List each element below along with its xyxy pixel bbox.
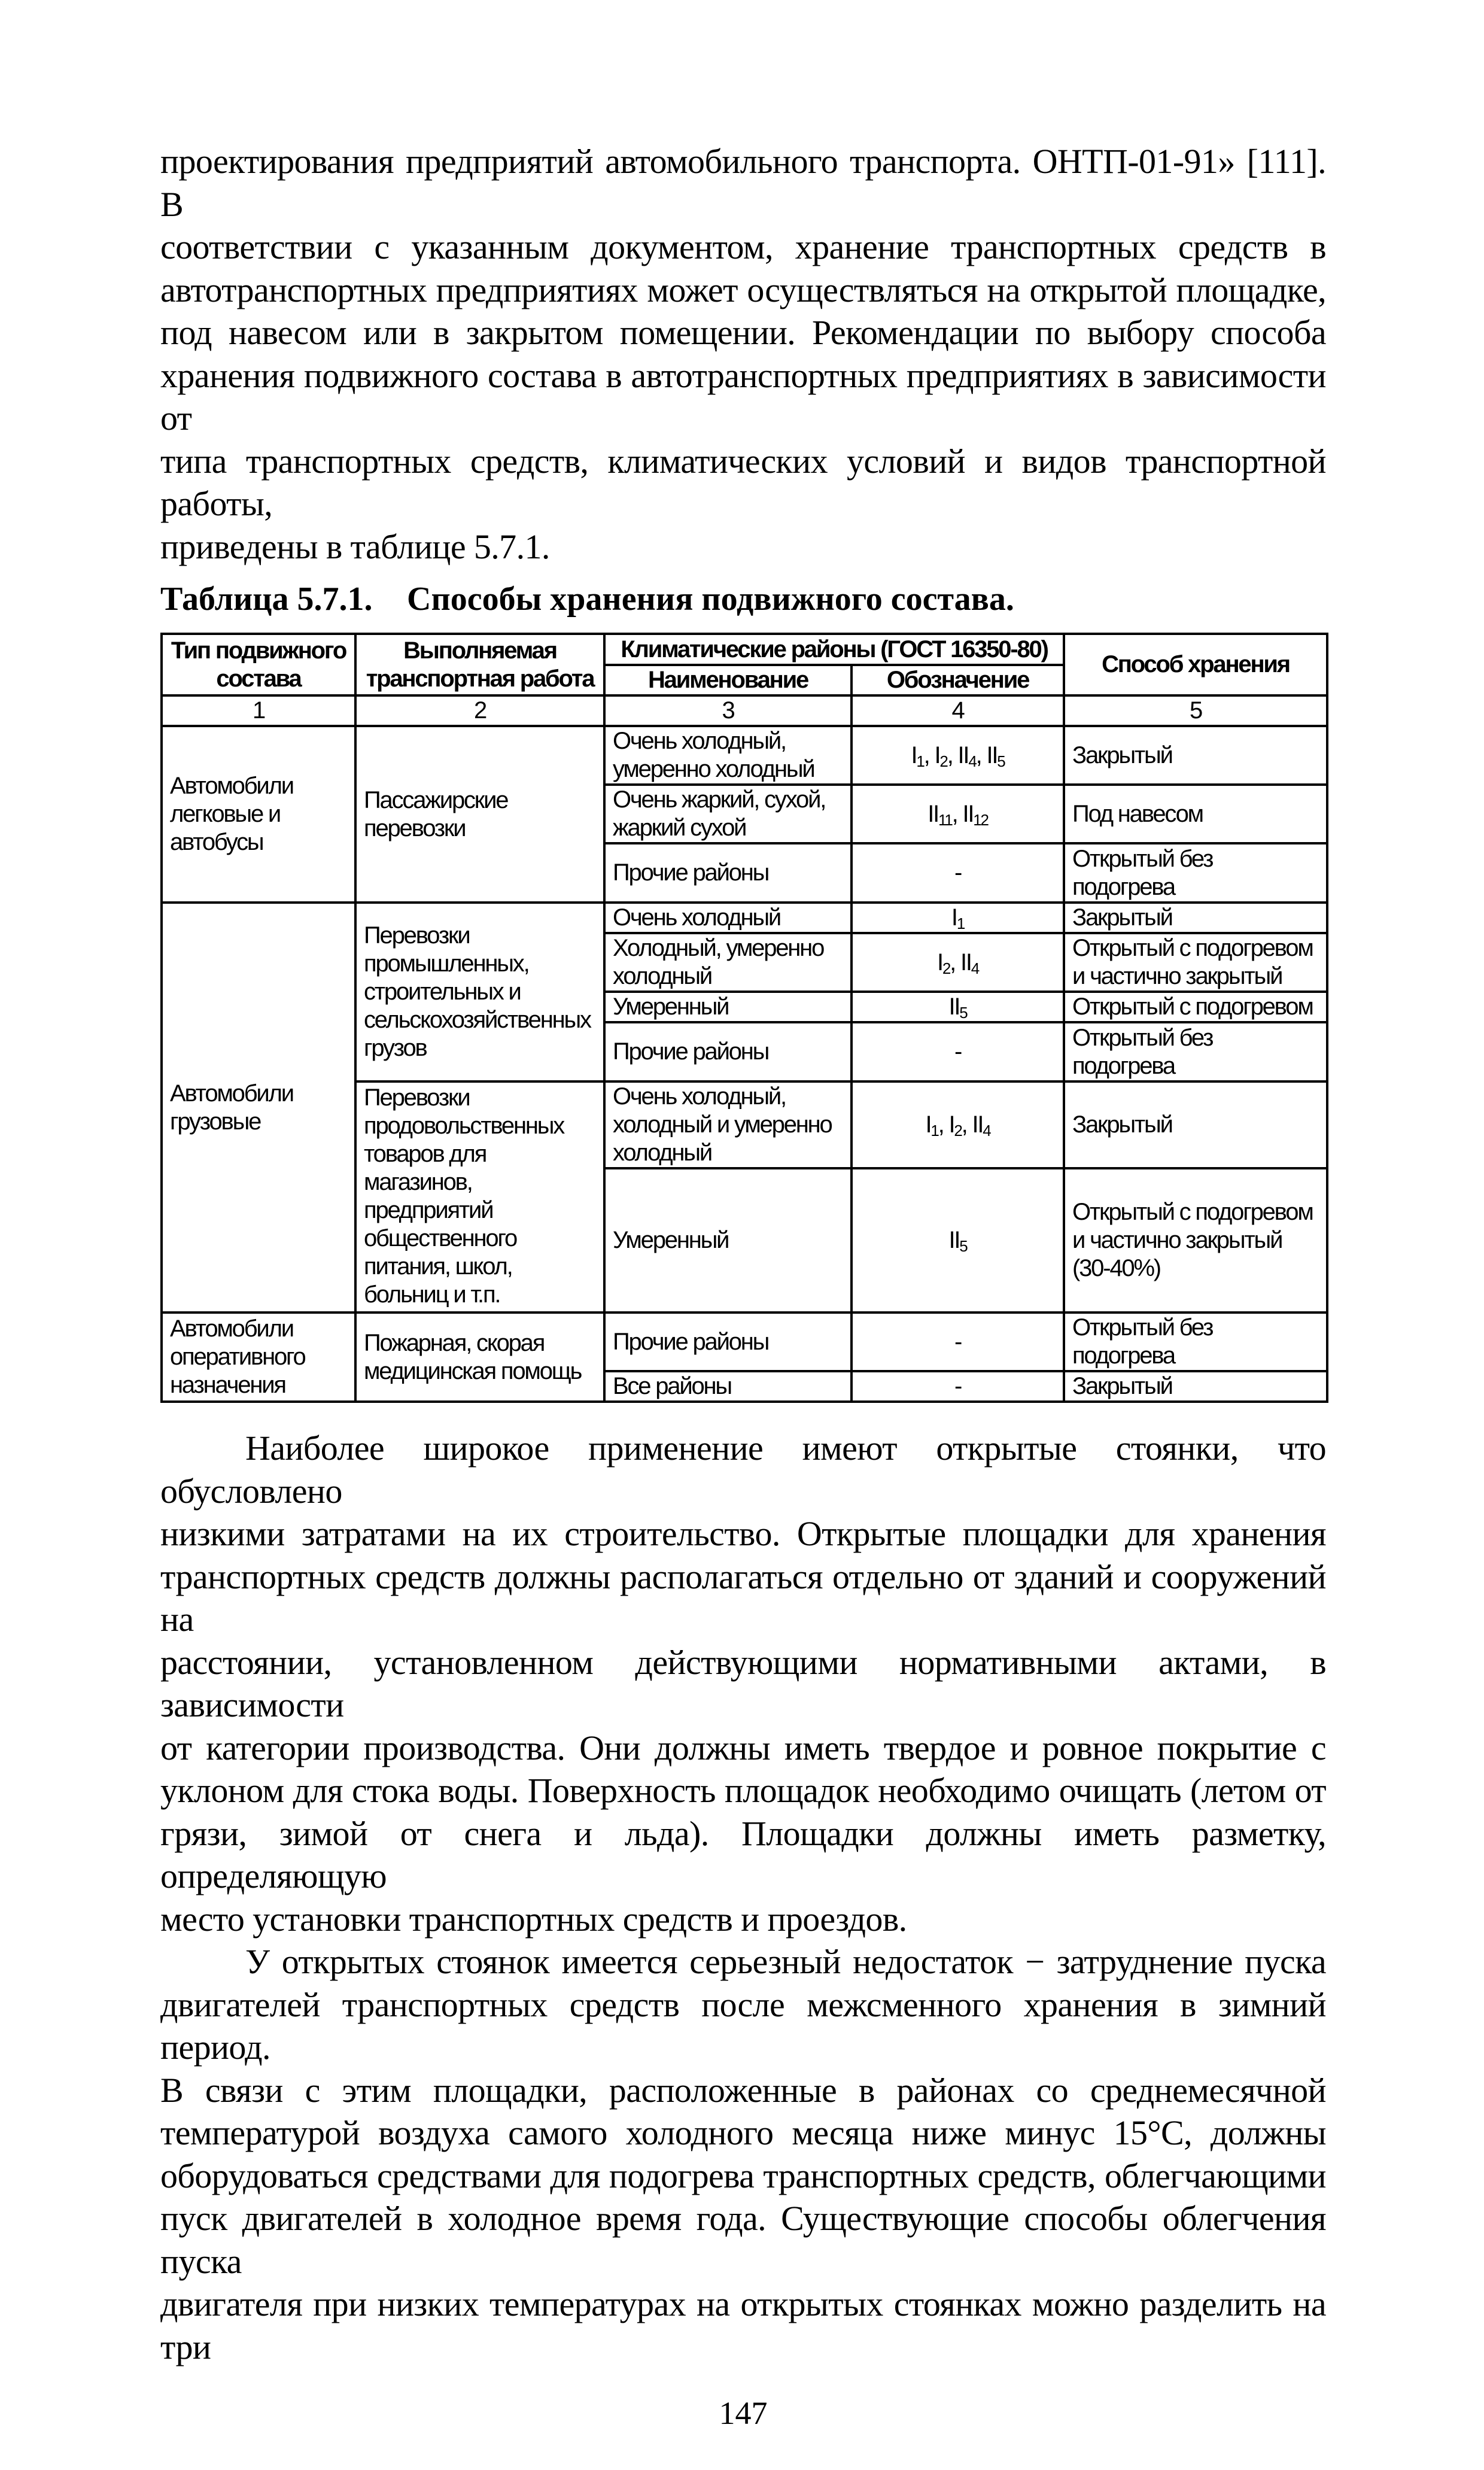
column-number: 3 bbox=[604, 695, 852, 726]
region-code-cell: $II_{11}$, $II_{12}$ bbox=[852, 785, 1064, 843]
storage-method-cell: Под навесом bbox=[1064, 785, 1327, 843]
storage-method-cell: Открытый с подогревом и частично закрытый bbox=[1064, 933, 1327, 992]
storage-method-cell: Закрытый bbox=[1064, 726, 1327, 785]
paragraph-intro bbox=[160, 140, 1326, 568]
region-code-cell: $I_1$ bbox=[852, 903, 1064, 933]
table-title: Способы хранения подвижного состава. bbox=[407, 581, 1014, 618]
region-name-cell: Очень холодный, холодный и умеренно холодный bbox=[604, 1081, 852, 1168]
transport-work-cell: Пожарная, скорая медицинская помощь bbox=[355, 1313, 604, 1402]
table-row bbox=[162, 903, 1327, 933]
table-row bbox=[162, 726, 1327, 785]
table-row bbox=[162, 1313, 1327, 1371]
header-vehicle-type: Тип подвижного состава bbox=[162, 634, 355, 695]
region-code-cell: - bbox=[852, 843, 1064, 903]
page-number: 147 bbox=[719, 2395, 768, 2431]
text-line: от категории производства. Они должны иметь твердое и ровное покрытие с bbox=[160, 1728, 1326, 1767]
region-code-cell: $II_5$ bbox=[852, 992, 1064, 1022]
paragraph-open-parking-drawback bbox=[160, 1940, 1326, 2368]
text-line: под навесом или в закрытом помещении. Рекомендации по выбору способа bbox=[160, 313, 1326, 352]
transport-work-cell: Пассажирские перевозки bbox=[355, 726, 604, 903]
text-line: место установки транспортных средств и проездов. bbox=[160, 1899, 907, 1939]
text-line: двигателей транспортных средств после межсменного хранения в зимний период. bbox=[160, 1985, 1326, 2067]
vehicle-type-cell: Автомобили оперативного назначения bbox=[162, 1313, 355, 1402]
text-line: У открытых стоянок имеется серьезный недостаток − затруднение пуска bbox=[245, 1942, 1326, 1981]
region-code-cell: - bbox=[852, 1022, 1064, 1081]
text-line: приведены в таблице 5.7.1. bbox=[160, 527, 550, 566]
text-line: расстоянии, установленном действующими нормативными актами, в зависимости bbox=[160, 1642, 1326, 1724]
storage-method-cell: Открытый без подогрева bbox=[1064, 843, 1327, 903]
column-number: 1 bbox=[162, 695, 355, 726]
text-line: проектирования предприятий автомобильного транспорта. ОНТП-01-91» [111]. В bbox=[160, 142, 1326, 224]
text-line: уклоном для стока воды. Поверхность площадок необходимо очищать (летом от bbox=[160, 1771, 1326, 1810]
storage-method-cell: Открытый без подогрева bbox=[1064, 1022, 1327, 1081]
region-code-cell: $I_1$, $I_2$, $II_4$ bbox=[852, 1081, 1064, 1168]
vehicle-type-cell: Автомобили грузовые bbox=[162, 903, 355, 1313]
text-line: пуск двигателей в холодное время года. Существующие способы облегчения пуска bbox=[160, 2199, 1326, 2281]
column-number: 5 bbox=[1064, 695, 1327, 726]
region-code-cell: - bbox=[852, 1313, 1064, 1371]
storage-method-cell: Открытый с подогревом и частично закрытый (30-40%) bbox=[1064, 1168, 1327, 1313]
table-caption bbox=[160, 578, 1326, 621]
storage-method-cell: Закрытый bbox=[1064, 903, 1327, 933]
text-line: Наиболее широкое применение имеют открытые стоянки, что обусловлено bbox=[160, 1429, 1326, 1511]
region-name-cell: Прочие районы bbox=[604, 1022, 852, 1081]
text-line: хранения подвижного состава в автотранспортных предприятиях в зависимости от bbox=[160, 356, 1326, 438]
header-region-name: Наименование bbox=[604, 665, 852, 695]
storage-method-cell: Закрытый bbox=[1064, 1371, 1327, 1402]
storage-method-cell: Открытый с подогревом bbox=[1064, 992, 1327, 1022]
text-line: В связи с этим площадки, расположенные в районах со среднемесячной bbox=[160, 2070, 1326, 2110]
region-name-cell: Умеренный bbox=[604, 992, 852, 1022]
header-storage-method: Способ хранения bbox=[1064, 634, 1327, 695]
header-transport-work: Выполняемая транспортная работа bbox=[355, 634, 604, 695]
region-name-cell: Очень холодный, умеренно холодный bbox=[604, 726, 852, 785]
region-name-cell: Прочие районы bbox=[604, 843, 852, 903]
text-line: грязи, зимой от снега и льда). Площадки должны иметь разметку, определяющую bbox=[160, 1813, 1326, 1895]
transport-work-cell: Перевозки продовольственных товаров для магазинов, предприятий общественного питания, школ, больниц и т.п. bbox=[355, 1081, 604, 1313]
region-name-cell: Прочие районы bbox=[604, 1313, 852, 1371]
text-line: типа транспортных средств, климатических условий и видов транспортной работы, bbox=[160, 441, 1326, 523]
column-number: 2 bbox=[355, 695, 604, 726]
table-number: Таблица 5.7.1. bbox=[160, 581, 373, 618]
region-name-cell: Все районы bbox=[604, 1371, 852, 1402]
storage-method-cell: Открытый без подогрева bbox=[1064, 1313, 1327, 1371]
transport-work-cell: Перевозки промышленных, строительных и сельскохозяйственных грузов bbox=[355, 903, 604, 1081]
storage-methods-table bbox=[160, 633, 1328, 1403]
text-line: двигателя при низких температурах на открытых стоянках можно разделить на три bbox=[160, 2284, 1326, 2366]
text-line: соответствии с указанным документом, хранение транспортных средств в bbox=[160, 227, 1326, 266]
region-name-cell: Очень холодный bbox=[604, 903, 852, 933]
region-name-cell: Холодный, умеренно холодный bbox=[604, 933, 852, 992]
column-number: 4 bbox=[852, 695, 1064, 726]
text-line: транспортных средств должны располагаться отдельно от зданий и сооружений на bbox=[160, 1557, 1326, 1639]
region-name-cell: Очень жаркий, сухой, жаркий сухой bbox=[604, 785, 852, 843]
text-line: низкими затратами на их строительство. Открытые площадки для хранения bbox=[160, 1514, 1326, 1553]
paragraph-open-parking bbox=[160, 1427, 1326, 1940]
region-name-cell: Умеренный bbox=[604, 1168, 852, 1313]
region-code-cell: $I_1$, $I_2$, $II_4$, $II_5$ bbox=[852, 726, 1064, 785]
text-line: температурой воздуха самого холодного месяца ниже минус 15°С, должны bbox=[160, 2113, 1326, 2152]
text-line: автотранспортных предприятиях может осуществляться на открытой площадке, bbox=[160, 270, 1326, 309]
vehicle-type-cell: Автомобили легковые и автобусы bbox=[162, 726, 355, 903]
region-code-cell: - bbox=[852, 1371, 1064, 1402]
header-climate-regions: Климатические районы (ГОСТ 16350-80) bbox=[604, 634, 1064, 665]
header-region-code: Обозначение bbox=[852, 665, 1064, 695]
storage-method-cell: Закрытый bbox=[1064, 1081, 1327, 1168]
region-code-cell: $I_2$, $II_4$ bbox=[852, 933, 1064, 992]
text-line: оборудоваться средствами для подогрева транспортных средств, облегчающими bbox=[160, 2156, 1326, 2195]
region-code-cell: $II_5$ bbox=[852, 1168, 1064, 1313]
